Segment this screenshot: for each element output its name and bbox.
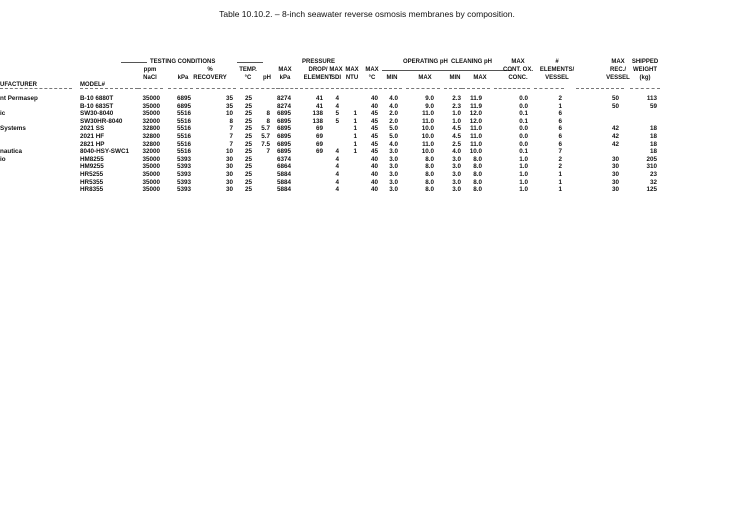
column-header: ELEMENT — [303, 75, 333, 81]
table-cell: 8.0 — [473, 155, 482, 163]
header-rule — [384, 88, 402, 89]
column-header: kPa — [279, 75, 291, 81]
table-cell: 30 — [611, 178, 619, 186]
table-cell: 35000 — [142, 163, 160, 171]
header-rule — [630, 88, 660, 89]
table-cell: 1 — [558, 102, 562, 110]
table-cell: 30 — [225, 163, 233, 171]
table-cell: 4.0 — [389, 102, 398, 110]
table-cell: 3.0 — [389, 155, 398, 163]
table-cell: 35 — [225, 95, 233, 102]
table-cell: 45 — [370, 140, 378, 148]
divider — [121, 62, 147, 63]
table-cell: 8 — [266, 110, 270, 118]
table-cell: 5.0 — [389, 133, 398, 140]
table-cell: 5516 — [176, 140, 191, 148]
table-cell: 6895 — [276, 110, 291, 118]
header-rule — [534, 88, 564, 89]
table-cell: 5516 — [176, 125, 191, 133]
table-cell: 40 — [370, 95, 378, 102]
model-cell: SW30HR-8040 — [80, 117, 123, 125]
table-cell: 12.0 — [469, 117, 482, 125]
table-cell: 40 — [370, 163, 378, 171]
table-cell: 8.0 — [473, 186, 482, 194]
model-cell: SW30-8040 — [80, 110, 114, 118]
table-cell: 2.3 — [452, 102, 461, 110]
header-rule — [138, 88, 163, 89]
table-cell: 18 — [649, 125, 657, 133]
table-cell: 69 — [315, 133, 323, 140]
table-cell: 30 — [225, 171, 233, 178]
group-header-operating-ph: OPERATING pH — [403, 59, 448, 65]
manufacturer-cell: nautica — [0, 148, 23, 156]
column-header: TEMP. — [239, 67, 257, 73]
table-cell: 6 — [558, 125, 562, 133]
column-header: pH — [263, 75, 271, 81]
table-cell: 3.0 — [389, 178, 398, 186]
table-cell: 4.0 — [389, 95, 398, 102]
table-cell: 5516 — [176, 133, 191, 140]
table-cell: 6895 — [276, 125, 291, 133]
table-cell: 18 — [649, 148, 657, 156]
manufacturer-cell: io — [0, 155, 6, 163]
column-header: REC./ — [609, 67, 626, 73]
table-cell: 9.0 — [425, 95, 434, 102]
table-cell: 25 — [244, 178, 252, 186]
table-cell: 0.0 — [519, 95, 528, 102]
table-cell: 50 — [611, 95, 619, 102]
table-cell: 5393 — [176, 163, 191, 171]
column-header: MIN — [449, 75, 461, 81]
table-cell: 125 — [646, 186, 657, 194]
table-cell: 10.0 — [421, 133, 434, 140]
table-cell: 32800 — [142, 133, 160, 140]
model-cell: HM8255 — [80, 155, 104, 163]
table-cell: 1.0 — [519, 171, 528, 178]
manufacturer-cell: Systems — [0, 125, 26, 133]
table-cell: 2.3 — [452, 95, 461, 102]
table-cell: 4 — [335, 95, 339, 102]
header-rule — [0, 88, 72, 89]
table-cell: 25 — [244, 186, 252, 194]
table-cell: 5516 — [176, 110, 191, 118]
header-rule — [444, 88, 462, 89]
model-cell: HR5355 — [80, 178, 104, 186]
table-cell: 4 — [335, 155, 339, 163]
table-cell: 7 — [229, 133, 233, 140]
table-cell: 3.0 — [452, 186, 461, 194]
table-cell: 1 — [353, 110, 357, 118]
model-cell: 2021 SS — [80, 125, 105, 133]
table-cell: 4.5 — [452, 133, 461, 140]
table-cell: 5393 — [176, 155, 191, 163]
table-cell: 2 — [558, 163, 562, 171]
table-cell: 30 — [225, 155, 233, 163]
column-header: DROP/ — [308, 67, 328, 73]
table-cell: 3.0 — [452, 171, 461, 178]
table-cell: 32800 — [142, 125, 160, 133]
table-title: Table 10.10.2. – 8-inch seawater reverse osmosis membranes by composition. — [219, 9, 515, 19]
table-cell: 7 — [229, 140, 233, 148]
table-cell: 5 — [335, 110, 339, 118]
column-header: NaCl — [143, 75, 157, 81]
table-cell: 4.0 — [389, 140, 398, 148]
table-cell: 25 — [244, 171, 252, 178]
table-cell: 4 — [335, 171, 339, 178]
table-cell: 35000 — [142, 102, 160, 110]
table-cell: 1.0 — [519, 155, 528, 163]
table-cell: 10.0 — [421, 148, 434, 156]
table-cell: 23 — [649, 171, 657, 178]
table-cell: 4.0 — [452, 148, 461, 156]
table-cell: 8.0 — [425, 171, 434, 178]
table-cell: 2 — [558, 95, 562, 102]
column-header: ELEMENTS/ — [539, 67, 575, 73]
table-cell: 7 — [558, 148, 562, 156]
table-cell: 30 — [611, 163, 619, 171]
table-cell: 32000 — [142, 117, 160, 125]
column-header: MAX — [329, 67, 343, 73]
column-header: °C — [244, 75, 252, 81]
table-cell: 5393 — [176, 171, 191, 178]
model-cell: HR5255 — [80, 171, 104, 178]
model-cell: HM9255 — [80, 163, 104, 171]
table-cell: 0.0 — [519, 125, 528, 133]
table-cell: 5884 — [276, 178, 291, 186]
table-cell: 11.0 — [422, 110, 434, 118]
table-cell: 2 — [558, 155, 562, 163]
column-header: SDI — [330, 75, 341, 81]
table-cell: 6895 — [276, 148, 291, 156]
table-cell: 5884 — [276, 171, 291, 178]
table-cell: 3.0 — [389, 171, 398, 178]
table-cell: 1 — [558, 178, 562, 186]
table-cell: 0.0 — [519, 133, 528, 140]
table-cell: 6 — [558, 117, 562, 125]
table-cell: 3.0 — [452, 163, 461, 171]
table-cell: 5516 — [176, 148, 191, 156]
table-cell: 25 — [244, 133, 252, 140]
column-header: MODEL# — [80, 82, 106, 88]
table-cell: 45 — [370, 133, 378, 140]
table-cell: 8.0 — [473, 171, 482, 178]
table-cell: 5393 — [176, 178, 191, 186]
table-cell: 5.0 — [389, 125, 398, 133]
table-cell: 6 — [558, 110, 562, 118]
table-cell: 4.5 — [452, 125, 461, 133]
column-header: WEIGHT — [633, 67, 657, 73]
table-cell: 1.0 — [519, 186, 528, 194]
table-cell: 41 — [315, 95, 323, 102]
table-cell: 9.0 — [425, 102, 434, 110]
table-cell: 25 — [244, 163, 252, 171]
table-cell: 11.0 — [422, 140, 434, 148]
table-cell: 40 — [370, 186, 378, 194]
table-cell: 40 — [370, 155, 378, 163]
table-cell: 18 — [649, 140, 657, 148]
header-rule — [80, 88, 138, 89]
table-cell: 5884 — [276, 186, 291, 194]
column-header: MAX — [418, 75, 432, 81]
column-header: ppm — [143, 67, 157, 73]
table-cell: 40 — [370, 178, 378, 186]
column-header: MAX — [511, 59, 525, 65]
table-cell: 25 — [244, 155, 252, 163]
column-header: (kg) — [639, 75, 651, 81]
table-cell: 4 — [335, 163, 339, 171]
header-rule — [494, 88, 530, 89]
table-cell: 1.0 — [519, 163, 528, 171]
table-cell: 7.5 — [261, 140, 270, 148]
table-cell: 4 — [335, 102, 339, 110]
column-header: MAX — [278, 67, 292, 73]
model-cell: 2021 HF — [80, 133, 105, 140]
column-header: VESSEL — [606, 75, 630, 81]
table-cell: 6864 — [276, 163, 291, 171]
table-cell: 35000 — [142, 171, 160, 178]
header-rule — [276, 88, 298, 89]
column-header: % — [207, 67, 213, 73]
column-header: MAX — [365, 67, 379, 73]
table-cell: 25 — [244, 148, 252, 156]
table-cell: 6 — [558, 140, 562, 148]
table-cell: 205 — [646, 155, 657, 163]
table-cell: 5.7 — [261, 125, 270, 133]
table-cell: 25 — [244, 117, 252, 125]
group-header-cleaning-ph: CLEANING pH — [451, 59, 492, 65]
table-cell: 0.1 — [519, 110, 528, 118]
table-cell: 18 — [649, 133, 657, 140]
table-cell: 1 — [353, 125, 357, 133]
table-cell: 30 — [611, 171, 619, 178]
column-header: CONT. OX. — [502, 67, 533, 73]
column-header: °C — [368, 75, 376, 81]
table-cell: 3.0 — [389, 163, 398, 171]
table-cell: 10 — [225, 148, 233, 156]
model-cell: B-10 6835T — [80, 102, 114, 110]
column-header: kPa — [177, 75, 189, 81]
table-cell: 35000 — [142, 155, 160, 163]
table-cell: 1 — [353, 117, 357, 125]
table-cell: 2.0 — [389, 110, 398, 118]
table-cell: 7 — [266, 148, 270, 156]
table-cell: 25 — [244, 125, 252, 133]
table-cell: 10.0 — [421, 125, 434, 133]
column-header: MAX — [473, 75, 487, 81]
table-cell: 138 — [312, 110, 323, 118]
table-cell: 0.0 — [519, 140, 528, 148]
table-cell: 6895 — [176, 102, 191, 110]
table-cell: 45 — [370, 125, 378, 133]
table-cell: 8274 — [276, 102, 291, 110]
column-header: SHIPPED — [631, 59, 659, 65]
table-cell: 6895 — [276, 117, 291, 125]
table-cell: 5.7 — [261, 133, 270, 140]
table-cell: 8274 — [276, 95, 291, 102]
table-cell: 69 — [315, 125, 323, 133]
table-cell: 10.0 — [469, 148, 482, 156]
table-cell: 5393 — [176, 186, 191, 194]
header-rule — [336, 88, 382, 89]
table-cell: 1 — [353, 133, 357, 140]
table-cell: 6 — [558, 133, 562, 140]
column-header: VESSEL — [545, 75, 569, 81]
table-cell: 0.1 — [519, 148, 528, 156]
table-cell: 3.0 — [389, 148, 398, 156]
table-cell: 6374 — [276, 155, 291, 163]
column-header: RECOVERY — [193, 75, 227, 81]
table-cell: 25 — [244, 110, 252, 118]
table-cell: 6895 — [276, 140, 291, 148]
table-cell: 32 — [649, 178, 657, 186]
table-cell: 5516 — [176, 117, 191, 125]
table-cell: 8 — [229, 117, 233, 125]
table-cell: 32800 — [142, 140, 160, 148]
header-rule — [576, 88, 624, 89]
table-cell: 45 — [370, 110, 378, 118]
table-cell: 6895 — [176, 95, 191, 102]
table-cell: 42 — [611, 125, 619, 133]
table-cell: 11.0 — [470, 140, 482, 148]
table-cell: 113 — [646, 95, 657, 102]
model-cell: 8040-HSY-SWC1 — [80, 148, 129, 156]
header-rule — [240, 88, 280, 89]
group-header-testing-conditions: TESTING CONDITIONS — [150, 59, 216, 65]
column-header: MIN — [386, 75, 398, 81]
table-cell: 1.0 — [452, 117, 461, 125]
table-cell: 8.0 — [425, 186, 434, 194]
model-cell: B-10 6880T — [80, 95, 114, 102]
table-cell: 69 — [315, 140, 323, 148]
table-cell: 40 — [370, 102, 378, 110]
manufacturer-cell: ic — [0, 110, 6, 118]
header-rule — [406, 88, 440, 89]
table-cell: 35000 — [142, 178, 160, 186]
table-cell: 4 — [335, 178, 339, 186]
table-cell: 6895 — [276, 133, 291, 140]
table-cell: 0.0 — [519, 102, 528, 110]
divider — [237, 62, 263, 63]
table-cell: 11.0 — [470, 125, 482, 133]
table-cell: 7 — [229, 125, 233, 133]
table-cell: 12.0 — [469, 110, 482, 118]
header-rule — [300, 88, 334, 89]
column-header: CONC. — [508, 75, 528, 81]
header-rule — [168, 88, 193, 89]
table-cell: 1 — [558, 171, 562, 178]
table-cell: 1.0 — [519, 178, 528, 186]
table-cell: 35 — [225, 102, 233, 110]
table-cell: 138 — [312, 117, 323, 125]
column-header: UFACTURER — [0, 82, 37, 88]
table-cell: 45 — [370, 148, 378, 156]
manufacturer-cell: nt Permasep — [0, 95, 38, 102]
table-cell: 8 — [266, 117, 270, 125]
table-cell: 25 — [244, 140, 252, 148]
table-cell: 42 — [611, 133, 619, 140]
table-cell: 35000 — [142, 186, 160, 194]
table-cell: 8.0 — [473, 163, 482, 171]
group-header-pressure: PRESSURE — [302, 59, 336, 65]
table-cell: 42 — [611, 140, 619, 148]
table-cell: 35000 — [142, 110, 160, 118]
table-cell: 41 — [315, 102, 323, 110]
table-cell: 11.0 — [422, 117, 434, 125]
table-cell: 3.0 — [452, 178, 461, 186]
table-cell: 30 — [225, 186, 233, 194]
column-header: MAX — [345, 67, 359, 73]
table-cell: 25 — [244, 102, 252, 110]
table-cell: 1 — [353, 140, 357, 148]
table-cell: 1 — [558, 186, 562, 194]
table-cell: 4 — [335, 148, 339, 156]
table-cell: 2.5 — [452, 140, 461, 148]
model-cell: 2821 HP — [80, 140, 105, 148]
table-cell: 25 — [244, 95, 252, 102]
table-cell: 8.0 — [473, 178, 482, 186]
table-cell: 11.9 — [470, 95, 482, 102]
header-rule — [462, 88, 490, 89]
table-cell: 310 — [646, 163, 657, 171]
table-cell: 3.0 — [389, 186, 398, 194]
table-cell: 4 — [335, 186, 339, 194]
table-cell: 2.0 — [389, 117, 398, 125]
table-cell: 8.0 — [425, 178, 434, 186]
table-cell: 11.0 — [470, 133, 482, 140]
table-cell: 1 — [353, 148, 357, 156]
table-cell: 8.0 — [425, 163, 434, 171]
table-cell: 1.0 — [452, 110, 461, 118]
table-cell: 0.1 — [519, 117, 528, 125]
table-cell: 3.0 — [452, 155, 461, 163]
model-cell: HR8355 — [80, 186, 104, 194]
table-cell: 50 — [611, 102, 619, 110]
table-cell: 59 — [649, 102, 657, 110]
header-rule — [196, 88, 236, 89]
table-cell: 30 — [611, 186, 619, 194]
column-header: # — [555, 59, 559, 65]
table-cell: 45 — [370, 117, 378, 125]
table-cell: 40 — [370, 171, 378, 178]
table-cell: 5 — [335, 117, 339, 125]
table-cell: 11.9 — [470, 102, 482, 110]
column-header: MAX — [611, 59, 625, 65]
table-cell: 10 — [225, 110, 233, 118]
table-cell: 69 — [315, 148, 323, 156]
table-cell: 30 — [225, 178, 233, 186]
column-header: NTU — [345, 75, 359, 81]
table-cell: 35000 — [142, 95, 160, 102]
table-cell: 32000 — [142, 148, 160, 156]
table-cell: 8.0 — [425, 155, 434, 163]
table-cell: 30 — [611, 155, 619, 163]
